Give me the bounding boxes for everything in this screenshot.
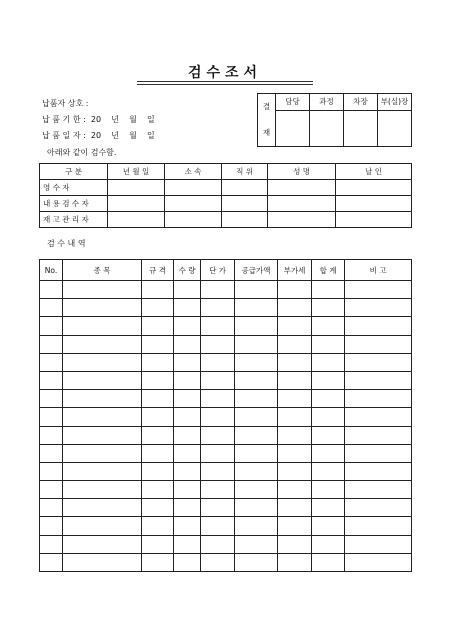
table-row: [40, 335, 412, 353]
details-cell[interactable]: [345, 553, 412, 571]
table-row: [40, 281, 412, 299]
details-cell[interactable]: [174, 481, 201, 499]
details-cell[interactable]: [278, 535, 312, 553]
details-cell[interactable]: [278, 353, 312, 371]
details-cell[interactable]: [40, 462, 63, 480]
details-cell[interactable]: [345, 481, 412, 499]
details-cell[interactable]: [63, 462, 142, 480]
table-row: [40, 535, 412, 553]
approval-header-director: 부(실)장: [378, 94, 412, 111]
document-title: 검수조서: [187, 65, 263, 81]
details-cell[interactable]: [174, 353, 201, 371]
details-cell[interactable]: [345, 335, 412, 353]
details-header-spec: 규 격: [142, 260, 174, 281]
inspector-cell[interactable]: [165, 180, 222, 196]
inspector-table: [39, 163, 412, 228]
table-row: [40, 390, 412, 408]
inspector-cell[interactable]: [336, 212, 412, 228]
table-row: [40, 553, 412, 571]
details-cell[interactable]: [312, 499, 345, 517]
details-cell[interactable]: [63, 517, 142, 535]
details-cell[interactable]: [201, 535, 235, 553]
details-cell[interactable]: [40, 517, 63, 535]
details-cell[interactable]: [63, 499, 142, 517]
details-cell[interactable]: [40, 535, 63, 553]
details-cell[interactable]: [63, 353, 142, 371]
details-cell[interactable]: [40, 553, 63, 571]
details-cell[interactable]: [174, 335, 201, 353]
details-cell[interactable]: [345, 371, 412, 389]
approval-header-section-chief: 과정: [310, 94, 344, 111]
table-row: [40, 371, 412, 389]
inspector-header-position: 직 위: [222, 164, 268, 180]
details-cell[interactable]: [345, 517, 412, 535]
details-cell[interactable]: [40, 281, 63, 299]
details-cell[interactable]: [174, 390, 201, 408]
details-cell[interactable]: [40, 390, 63, 408]
table-row: [40, 408, 412, 426]
approval-sign-cell[interactable]: [378, 110, 412, 146]
inspector-header-seal: 날 인: [336, 164, 412, 180]
details-cell[interactable]: [201, 426, 235, 444]
details-cell[interactable]: [63, 371, 142, 389]
details-cell[interactable]: [142, 553, 174, 571]
details-header-item: 종 목: [63, 260, 142, 281]
details-cell[interactable]: [201, 353, 235, 371]
inspector-row-receiver: 영 수 자: [40, 180, 108, 196]
details-cell[interactable]: [345, 426, 412, 444]
details-cell[interactable]: [278, 499, 312, 517]
table-row: [40, 444, 412, 462]
details-cell[interactable]: [201, 444, 235, 462]
inspector-cell[interactable]: [108, 196, 165, 212]
inspector-cell[interactable]: [222, 212, 268, 228]
details-cell[interactable]: [235, 371, 278, 389]
details-heading: 검 수 내 역: [47, 239, 86, 248]
details-cell[interactable]: [142, 371, 174, 389]
details-cell[interactable]: [312, 426, 345, 444]
approval-sign-cell[interactable]: [276, 110, 310, 146]
details-cell[interactable]: [235, 499, 278, 517]
table-row: [40, 426, 412, 444]
delivery-deadline-label: 납 품 기 한 : 20 년 월 일: [42, 115, 155, 124]
table-row: [40, 299, 412, 317]
details-cell[interactable]: [40, 426, 63, 444]
details-cell[interactable]: [201, 390, 235, 408]
details-cell[interactable]: [174, 553, 201, 571]
details-cell[interactable]: [278, 426, 312, 444]
details-header-vat: 부가세: [278, 260, 312, 281]
details-cell[interactable]: [40, 481, 63, 499]
details-cell[interactable]: [345, 299, 412, 317]
details-cell[interactable]: [201, 281, 235, 299]
details-cell[interactable]: [201, 517, 235, 535]
details-cell[interactable]: [40, 299, 63, 317]
details-cell[interactable]: [278, 281, 312, 299]
details-cell[interactable]: [235, 517, 278, 535]
details-cell[interactable]: [312, 353, 345, 371]
details-header-remarks: 비 고: [345, 260, 412, 281]
details-cell[interactable]: [63, 390, 142, 408]
inspector-cell[interactable]: [268, 196, 336, 212]
approval-sign-cell[interactable]: [310, 110, 344, 146]
details-cell[interactable]: [312, 517, 345, 535]
details-cell[interactable]: [63, 335, 142, 353]
details-cell[interactable]: [142, 317, 174, 335]
details-cell[interactable]: [345, 535, 412, 553]
details-cell[interactable]: [235, 353, 278, 371]
details-cell[interactable]: [235, 390, 278, 408]
details-cell[interactable]: [142, 481, 174, 499]
details-cell[interactable]: [278, 553, 312, 571]
details-cell[interactable]: [142, 335, 174, 353]
details-cell[interactable]: [40, 408, 63, 426]
details-cell[interactable]: [312, 553, 345, 571]
details-cell[interactable]: [174, 371, 201, 389]
table-row: [40, 481, 412, 499]
details-cell[interactable]: [345, 281, 412, 299]
inspector-row-inventory-manager: 재 고 관 리 자: [40, 212, 108, 228]
details-cell[interactable]: [312, 535, 345, 553]
details-cell[interactable]: [201, 335, 235, 353]
details-cell[interactable]: [174, 535, 201, 553]
details-cell[interactable]: [345, 408, 412, 426]
inspector-cell[interactable]: [222, 196, 268, 212]
approval-header-deputy: 차장: [344, 94, 378, 111]
details-cell[interactable]: [174, 317, 201, 335]
inspector-cell[interactable]: [222, 180, 268, 196]
details-cell[interactable]: [63, 408, 142, 426]
details-cell[interactable]: [312, 408, 345, 426]
details-cell[interactable]: [235, 299, 278, 317]
inspector-cell[interactable]: [336, 196, 412, 212]
details-cell[interactable]: [63, 444, 142, 462]
details-cell[interactable]: [345, 317, 412, 335]
details-cell[interactable]: [40, 353, 63, 371]
details-cell[interactable]: [278, 317, 312, 335]
details-cell[interactable]: [312, 281, 345, 299]
details-cell[interactable]: [345, 353, 412, 371]
details-cell[interactable]: [174, 299, 201, 317]
approval-header-staff: 담당: [276, 94, 310, 111]
details-cell[interactable]: [278, 299, 312, 317]
details-cell[interactable]: [63, 481, 142, 499]
details-cell[interactable]: [278, 390, 312, 408]
details-cell[interactable]: [201, 462, 235, 480]
details-cell[interactable]: [174, 444, 201, 462]
table-row: [40, 517, 412, 535]
details-cell[interactable]: [142, 390, 174, 408]
approval-sign-cell[interactable]: [344, 110, 378, 146]
inspector-cell[interactable]: [336, 180, 412, 196]
details-cell[interactable]: [345, 499, 412, 517]
inspector-header-department: 소 속: [165, 164, 222, 180]
details-cell[interactable]: [63, 317, 142, 335]
details-cell[interactable]: [278, 462, 312, 480]
details-cell[interactable]: [174, 281, 201, 299]
inspector-header-name: 성 명: [268, 164, 336, 180]
approval-label-top: 결: [262, 102, 271, 111]
details-cell[interactable]: [235, 462, 278, 480]
details-cell[interactable]: [174, 499, 201, 517]
confirm-note: 아래와 같이 검수함.: [47, 148, 117, 157]
details-cell[interactable]: [201, 299, 235, 317]
details-cell[interactable]: [312, 481, 345, 499]
details-header-no: No.: [40, 260, 63, 281]
details-cell[interactable]: [201, 499, 235, 517]
details-cell[interactable]: [63, 299, 142, 317]
details-cell[interactable]: [235, 281, 278, 299]
details-cell[interactable]: [345, 390, 412, 408]
details-header-quantity: 수 량: [174, 260, 201, 281]
details-cell[interactable]: [235, 426, 278, 444]
inspector-cell[interactable]: [268, 212, 336, 228]
approval-label-bottom: 재: [262, 128, 271, 137]
details-cell[interactable]: [40, 444, 63, 462]
details-cell[interactable]: [142, 517, 174, 535]
supplier-name-label: 납품자 상호 :: [42, 99, 89, 108]
details-cell[interactable]: [174, 517, 201, 535]
details-cell[interactable]: [174, 408, 201, 426]
details-cell[interactable]: [278, 371, 312, 389]
details-cell[interactable]: [40, 499, 63, 517]
details-cell[interactable]: [312, 371, 345, 389]
details-cell[interactable]: [312, 335, 345, 353]
details-table: [39, 259, 412, 572]
approval-label: [258, 94, 276, 147]
inspector-cell[interactable]: [165, 196, 222, 212]
details-cell[interactable]: [312, 317, 345, 335]
details-cell[interactable]: [174, 426, 201, 444]
inspector-cell[interactable]: [165, 212, 222, 228]
details-cell[interactable]: [40, 371, 63, 389]
details-cell[interactable]: [278, 481, 312, 499]
details-cell[interactable]: [174, 462, 201, 480]
details-header-unit-price: 단 가: [201, 260, 235, 281]
details-cell[interactable]: [142, 353, 174, 371]
details-cell[interactable]: [40, 317, 63, 335]
inspector-row-content-inspector: 내 용 검 수 자: [40, 196, 108, 212]
details-cell[interactable]: [278, 444, 312, 462]
details-cell[interactable]: [40, 335, 63, 353]
details-cell[interactable]: [142, 444, 174, 462]
details-cell[interactable]: [63, 535, 142, 553]
details-cell[interactable]: [142, 499, 174, 517]
approval-table: [257, 93, 412, 147]
details-cell[interactable]: [201, 553, 235, 571]
details-cell[interactable]: [142, 281, 174, 299]
details-cell[interactable]: [63, 553, 142, 571]
details-cell[interactable]: [235, 444, 278, 462]
details-cell[interactable]: [345, 444, 412, 462]
details-cell[interactable]: [235, 335, 278, 353]
inspector-cell[interactable]: [268, 180, 336, 196]
details-cell[interactable]: [142, 408, 174, 426]
details-cell[interactable]: [278, 408, 312, 426]
table-row: [40, 353, 412, 371]
title-underline-bottom: [137, 84, 313, 85]
inspector-cell[interactable]: [108, 212, 165, 228]
details-cell[interactable]: [63, 426, 142, 444]
details-cell[interactable]: [142, 299, 174, 317]
details-cell[interactable]: [235, 535, 278, 553]
delivery-date-label: 납 품 일 자 : 20 년 월 일: [42, 131, 155, 140]
title-underline-top: [137, 81, 313, 82]
table-row: [40, 317, 412, 335]
details-cell[interactable]: [235, 317, 278, 335]
inspector-header-date: 년 월 일: [108, 164, 165, 180]
details-cell[interactable]: [235, 481, 278, 499]
details-cell[interactable]: [312, 390, 345, 408]
details-cell[interactable]: [142, 535, 174, 553]
details-cell[interactable]: [201, 408, 235, 426]
details-cell[interactable]: [312, 444, 345, 462]
details-cell[interactable]: [278, 517, 312, 535]
details-cell[interactable]: [345, 462, 412, 480]
table-row: [40, 462, 412, 480]
inspector-cell[interactable]: [108, 180, 165, 196]
table-row: [40, 499, 412, 517]
details-cell[interactable]: [235, 408, 278, 426]
details-header-total: 합 계: [312, 260, 345, 281]
details-cell[interactable]: [201, 371, 235, 389]
details-cell[interactable]: [142, 426, 174, 444]
details-cell[interactable]: [312, 299, 345, 317]
details-cell[interactable]: [312, 462, 345, 480]
inspector-header-category: 구 분: [40, 164, 108, 180]
details-header-supply-amount: 공급가액: [235, 260, 278, 281]
details-cell[interactable]: [142, 462, 174, 480]
details-cell[interactable]: [201, 481, 235, 499]
details-cell[interactable]: [278, 335, 312, 353]
details-cell[interactable]: [63, 281, 142, 299]
details-cell[interactable]: [201, 317, 235, 335]
details-cell[interactable]: [235, 553, 278, 571]
